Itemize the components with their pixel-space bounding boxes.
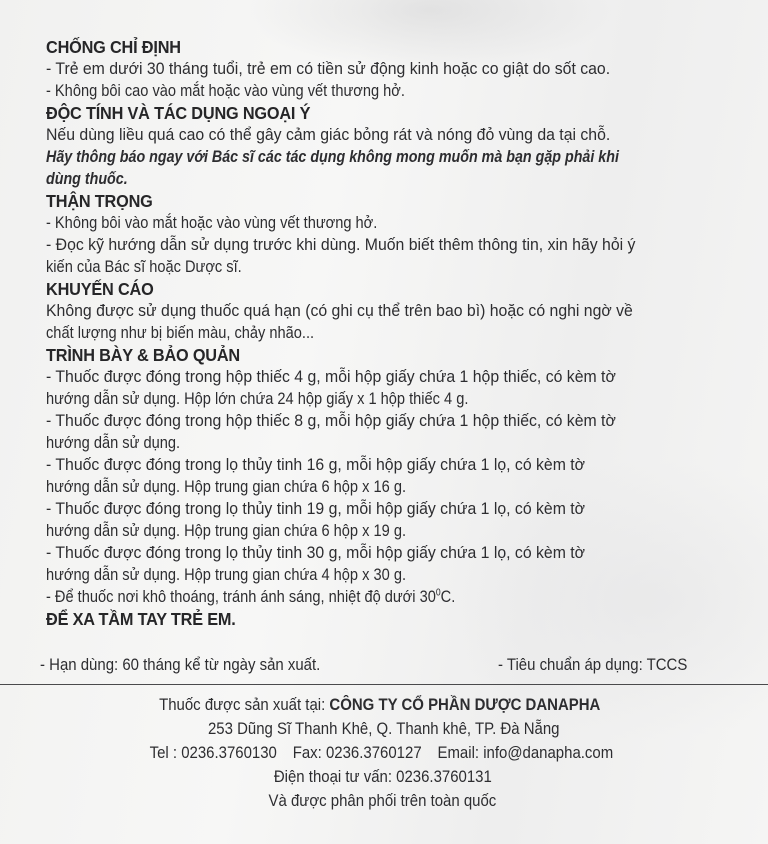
text-line: chất lượng như bị biến màu, chảy nhão... (46, 323, 315, 342)
shelf-life-text: - Hạn dùng: 60 tháng kể từ ngày sản xuất. (40, 655, 321, 674)
email-text: Email: info@danapha.com (437, 743, 613, 762)
text-line: hướng dẫn sử dụng. Hộp trung gian chứa 6 hộp x 16 g. (46, 477, 407, 496)
text-line: - Thuốc được đóng trong lọ thủy tinh 19 g, mỗi hộp giấy chứa 1 lọ, có kèm tờ (46, 499, 586, 518)
standard-text: - Tiêu chuẩn áp dụng: TCCS (498, 655, 688, 674)
section-heading: ĐỘC TÍNH VÀ TÁC DỤNG NGOẠI Ý (46, 103, 311, 123)
contact-line (0, 741, 768, 765)
text-line: - Thuốc được đóng trong hộp thiếc 8 g, mỗi hộp giấy chứa 1 hộp thiếc, có kèm tờ (46, 411, 616, 430)
text-line: kiến của Bác sĩ hoặc Dược sĩ. (46, 257, 242, 276)
section-heading: CHỐNG CHỈ ĐỊNH (46, 37, 181, 57)
manufacturer-block (0, 693, 768, 813)
shelf-life-row (40, 654, 740, 676)
address-text: 253 Dũng Sĩ Thanh Khê, Q. Thanh khê, TP. Đà Nẵng (208, 719, 560, 738)
manufacturer-line (0, 693, 768, 717)
storage-unit: C. (440, 587, 456, 606)
text-line: - Thuốc được đóng trong lọ thủy tinh 16 g, mỗi hộp giấy chứa 1 lọ, có kèm tờ (46, 455, 586, 474)
section-contraindications (46, 36, 736, 102)
text-line: - Đọc kỹ hướng dẫn sử dụng trước khi dùng. Muốn biết thêm thông tin, xin hãy hỏi ý (46, 235, 636, 254)
horizontal-divider (0, 684, 768, 685)
hotline-line (0, 765, 768, 789)
text-line: Nếu dùng liều quá cao có thể gây cảm giác bỏng rát và nóng đỏ vùng da tại chỗ. (46, 125, 611, 144)
address-line (0, 717, 768, 741)
manufacturer-label: Thuốc được sản xuất tại: (159, 695, 330, 714)
text-line: hướng dẫn sử dụng. (46, 433, 181, 452)
section-heading: ĐỂ XA TẦM TAY TRẺ EM. (46, 609, 236, 629)
degree-sign: 0 (435, 587, 441, 599)
text-line: - Không bôi cao vào mắt hoặc vào vùng vết thương hở. (46, 81, 405, 100)
section-precautions (46, 190, 736, 278)
hotline-text: Điện thoại tư vấn: 0236.3760131 (274, 767, 492, 786)
text-line: Không được sử dụng thuốc quá hạn (có ghi cụ thể trên bao bì) hoặc có nghi ngờ về (46, 301, 633, 320)
storage-line (46, 586, 639, 608)
manufacturer-name: CÔNG TY CỔ PHẦN DƯỢC DANAPHA (329, 695, 601, 714)
leaflet-body (46, 36, 736, 630)
section-side-effects (46, 102, 736, 190)
fax-text: Fax: 0236.3760127 (292, 743, 422, 762)
section-heading: TRÌNH BÀY & BẢO QUẢN (46, 345, 241, 365)
section-heading: THẬN TRỌNG (46, 191, 153, 211)
section-warnings (46, 278, 736, 344)
section-keep-away (46, 608, 736, 630)
text-line: - Không bôi vào mắt hoặc vào vùng vết thương hở. (46, 213, 378, 232)
text-line: hướng dẫn sử dụng. Hộp trung gian chứa 6 hộp x 19 g. (46, 521, 407, 540)
section-presentation-storage (46, 344, 736, 608)
tel-text: Tel : 0236.3760130 (149, 743, 277, 762)
text-line: - Thuốc được đóng trong hộp thiếc 4 g, mỗi hộp giấy chứa 1 hộp thiếc, có kèm tờ (46, 367, 616, 386)
text-line: - Thuốc được đóng trong lọ thủy tinh 30 g, mỗi hộp giấy chứa 1 lọ, có kèm tờ (46, 543, 586, 562)
text-line: hướng dẫn sử dụng. Hộp trung gian chứa 4 hộp x 30 g. (46, 565, 407, 584)
text-line: - Trẻ em dưới 30 tháng tuổi, trẻ em có tiền sử động kinh hoặc co giật do sốt cao. (46, 59, 611, 78)
warning-line: Hãy thông báo ngay với Bác sĩ các tác dụng không mong muốn mà bạn gặp phải khi (46, 147, 619, 166)
distribution-text: Và được phân phối trên toàn quốc (268, 791, 496, 810)
section-heading: KHUYẾN CÁO (46, 279, 154, 299)
storage-text: - Để thuốc nơi khô thoáng, tránh ánh sáng, nhiệt độ dưới 30 (46, 587, 436, 606)
warning-line: dùng thuốc. (46, 169, 128, 188)
text-line: hướng dẫn sử dụng. Hộp lớn chứa 24 hộp giấy x 1 hộp thiếc 4 g. (46, 389, 469, 408)
distribution-line (0, 789, 768, 813)
